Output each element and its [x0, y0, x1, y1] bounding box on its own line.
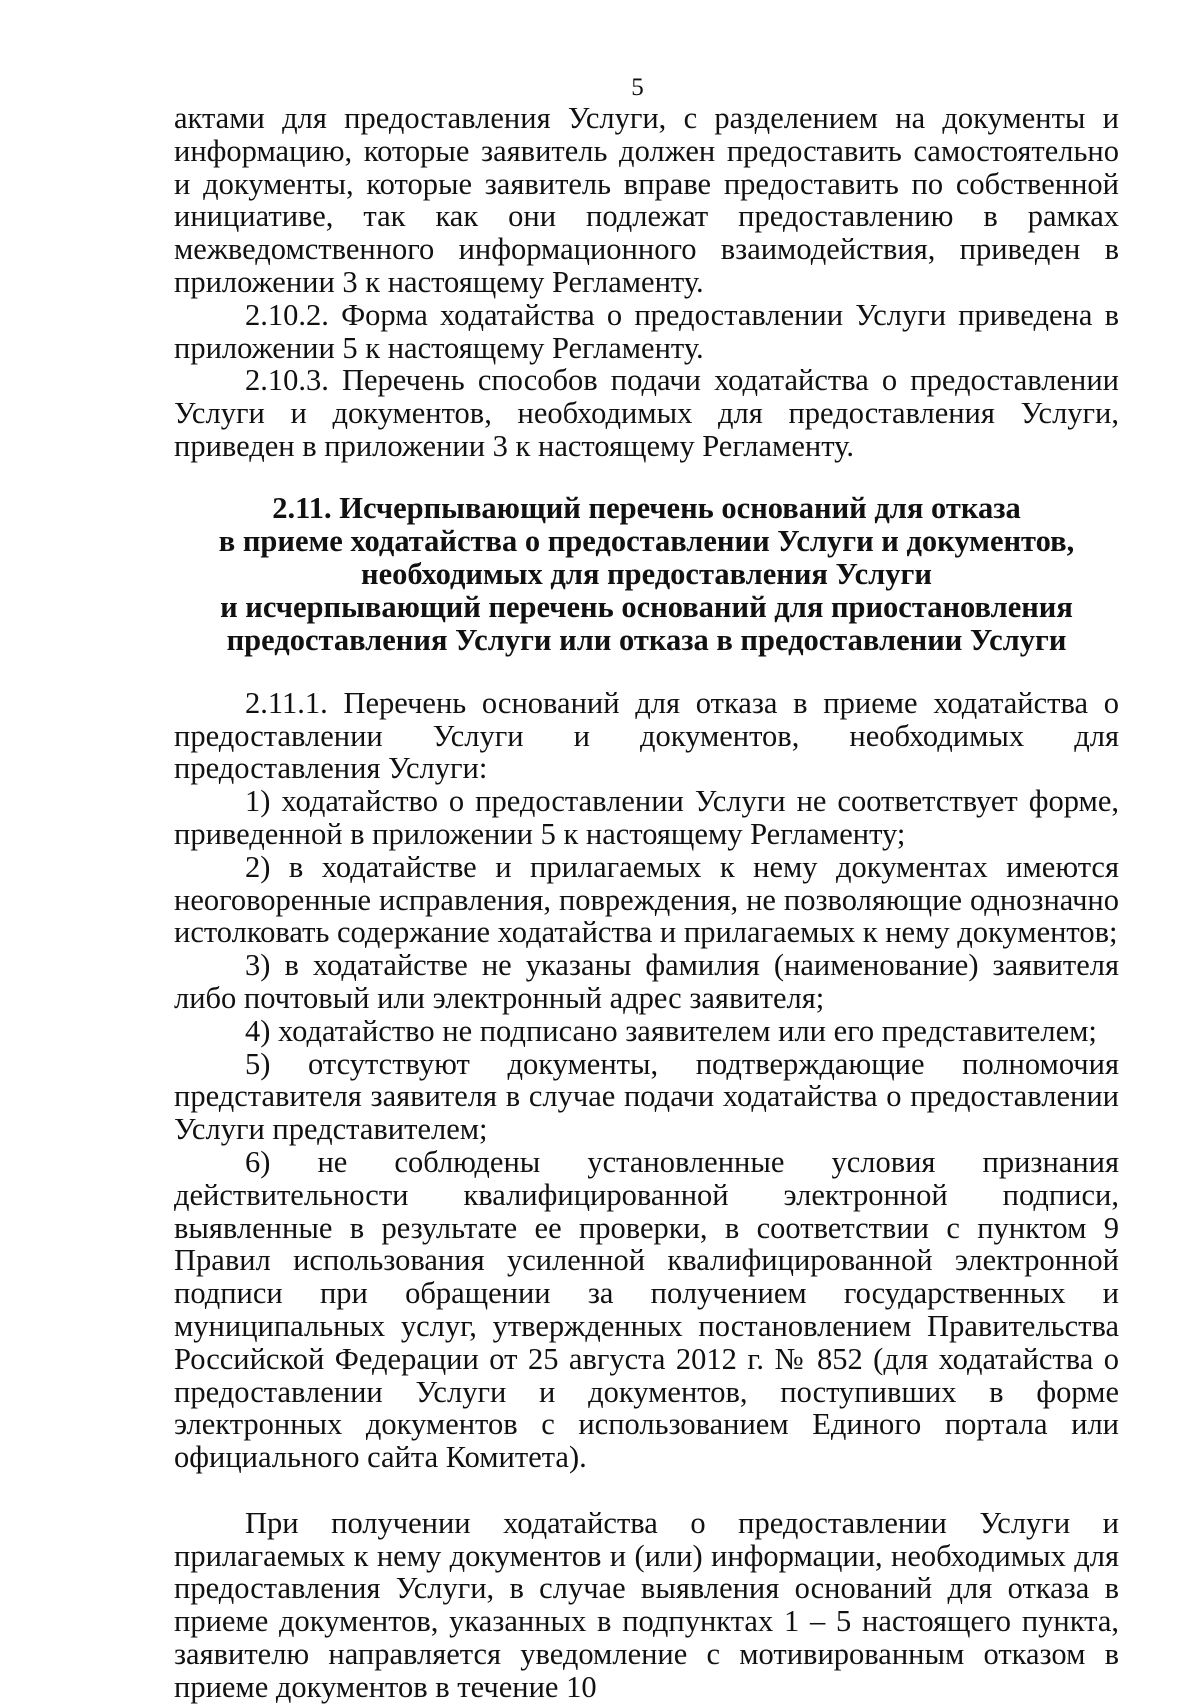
heading-line: необходимых для предоставления Услуги — [361, 556, 932, 591]
list-item-1: 1) ходатайство о предоставлении Услуги не соответствует форме, приведенной в приложении 5 к настоящему Регламенту; — [174, 784, 1119, 851]
list-item-2: 2) в ходатайстве и прилагаемых к нему документах имеются неоговоренные исправления, повреждения, не позволяющие однозначно истолковать содержание ходатайства и прилагаемых к нему документов; — [174, 849, 1119, 950]
heading-line: и исчерпывающий перечень оснований для приостановления — [220, 589, 1073, 624]
list-item-5: 5) отсутствуют документы, подтверждающие полномочия представителя заявителя в случае подачи ходатайства о предоставлении Услуги представителем; — [174, 1046, 1119, 1147]
paragraph-2-10-3: 2.10.3. Перечень способов подачи ходатайства о предоставлении Услуги и документов, необходимых для предоставления Услуги, приведен в приложении 3 к настоящему Регламенту. — [174, 363, 1119, 463]
document-body — [174, 102, 1119, 1704]
paragraph-continuation: актами для предоставления Услуги, с разделением на документы и информацию, которые заявитель должен предоставить самостоятельно и документы, которые заявитель вправе предоставить по собственной инициативе, так как они подлежат предоставлению в рамках межведомственного информационного взаимодействия, приведен в приложении 3 к настоящему Регламенту. — [174, 101, 1119, 299]
heading-line: 2.11. Исчерпывающий перечень оснований для отказа — [272, 490, 1021, 525]
page-number: 5 — [631, 74, 644, 101]
list-item-4: 4) ходатайство не подписано заявителем или его представителем; — [245, 1013, 1097, 1048]
list-item-3: 3) в ходатайстве не указаны фамилия (наименование) заявителя либо почтовый или электронный адрес заявителя; — [174, 948, 1119, 1015]
heading-line: предоставления Услуги или отказа в предоставлении Услуги — [226, 622, 1067, 657]
paragraph-refusal-notice: При получении ходатайства о предоставлении Услуги и прилагаемых к нему документов и (или) информации, необходимых для предоставления Услуги, в случае выявления оснований для отказа в приеме документов, указанных в подпунктах 1 – 5 настоящего пункта, заявителю направляется уведомление с мотивированным отказом в приеме документов в течение 10 — [174, 1505, 1119, 1704]
paragraph-2-11-1: 2.11.1. Перечень оснований для отказа в приеме ходатайства о предоставлении Услуги и документов, необходимых для предоставления Услуги: — [174, 685, 1119, 786]
heading-line: в приеме ходатайства о предоставлении Услуги и документов, — [218, 523, 1075, 558]
section-heading-2-11 — [174, 492, 1119, 657]
paragraph-2-10-2: 2.10.2. Форма ходатайства о предоставлении Услуги приведена в приложении 5 к настоящему Регламенту. — [174, 297, 1119, 365]
list-item-6: 6) не соблюдены установленные условия признания действительности квалифицированной электронной подписи, выявленные в результате ее проверки, в соответствии с пунктом 9 Правил использования усиленной квалифицированной электронной подписи при обращении за получением государственных и муниципальных услуг, утвержденных постановлением Правительства Российской Федерации от 25 августа 2012 г. № 852 (для ходатайства о предоставлении Услуги и документов, поступивших в форме электронных документов с использованием Единого портала или официального сайта Комитета). — [174, 1144, 1119, 1475]
